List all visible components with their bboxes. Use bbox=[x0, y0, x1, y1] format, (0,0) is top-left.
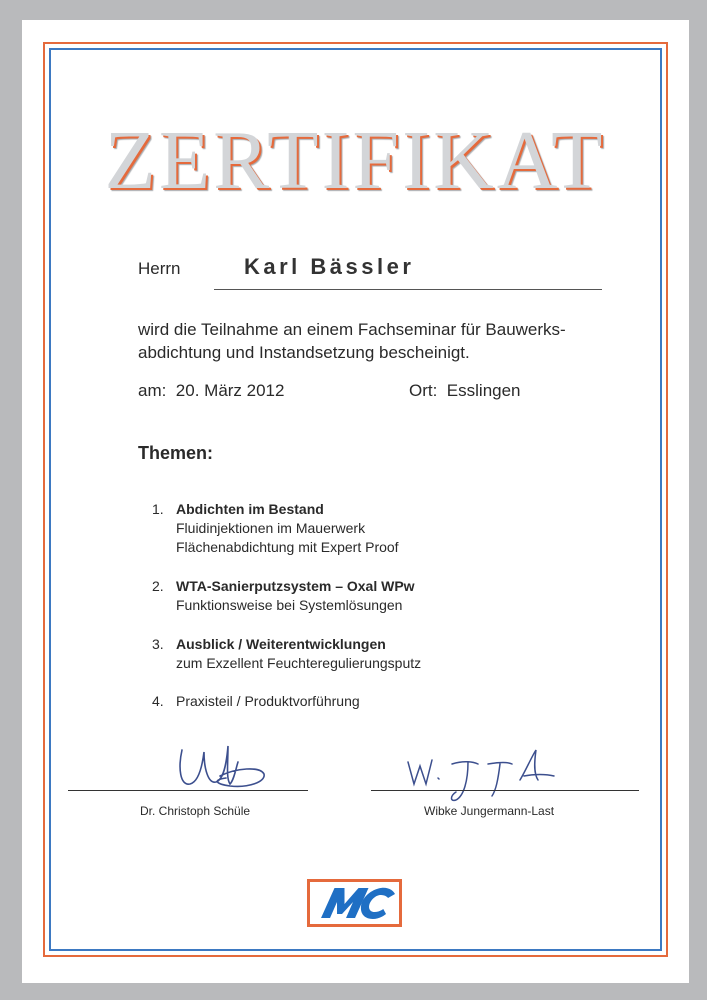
recipient-name: Karl Bässler bbox=[244, 254, 415, 279]
topic-title: WTA-Sanierputzsystem – Oxal WPw bbox=[176, 578, 415, 594]
place-value: Esslingen bbox=[446, 381, 521, 400]
topic-number: 1. bbox=[152, 501, 164, 517]
name-underline bbox=[214, 289, 602, 290]
topics-heading: Themen: bbox=[138, 443, 214, 463]
signature-line-right bbox=[371, 790, 639, 791]
topic-detail: Funktionsweise bei Systemlösungen bbox=[176, 597, 403, 613]
mc-logo-mark bbox=[310, 882, 399, 924]
signature-line-left bbox=[68, 790, 308, 791]
place-label: Ort: bbox=[409, 381, 438, 400]
seminar-place bbox=[409, 381, 521, 401]
signatory-name-left: Dr. Christoph Schüle bbox=[140, 804, 251, 818]
topic-title: Abdichten im Bestand bbox=[176, 501, 324, 517]
signature-right bbox=[404, 740, 564, 810]
topic-number: 3. bbox=[152, 636, 164, 652]
signatory-name-right: Wibke Jungermann-Last bbox=[424, 804, 555, 818]
topic-detail: Fluidinjektionen im Mauerwerk bbox=[176, 520, 366, 536]
date-value: 20. März 2012 bbox=[175, 381, 285, 400]
date-label: am: bbox=[138, 381, 167, 400]
topic-number: 2. bbox=[152, 578, 164, 594]
statement-line: abdichtung und Instandsetzung bescheinigt. bbox=[138, 343, 470, 362]
topic-detail: Praxisteil / Produktvorführung bbox=[176, 693, 360, 709]
signature-left bbox=[168, 738, 288, 798]
certificate-title: ZERTIFIKAT bbox=[104, 114, 606, 207]
seminar-date bbox=[138, 381, 284, 401]
topic-detail: zum Exzellent Feuchteregulierungsputz bbox=[176, 655, 422, 671]
topic-number: 4. bbox=[152, 693, 164, 709]
topic-title: Ausblick / Weiterentwicklungen bbox=[176, 636, 386, 652]
statement-line: wird die Teilnahme an einem Fachseminar für Bauwerks- bbox=[138, 320, 566, 339]
mc-logo bbox=[307, 879, 402, 927]
topic-detail: Flächenabdichtung mit Expert Proof bbox=[176, 539, 399, 555]
attendance-statement bbox=[138, 318, 566, 364]
salutation: Herrn bbox=[138, 259, 181, 278]
